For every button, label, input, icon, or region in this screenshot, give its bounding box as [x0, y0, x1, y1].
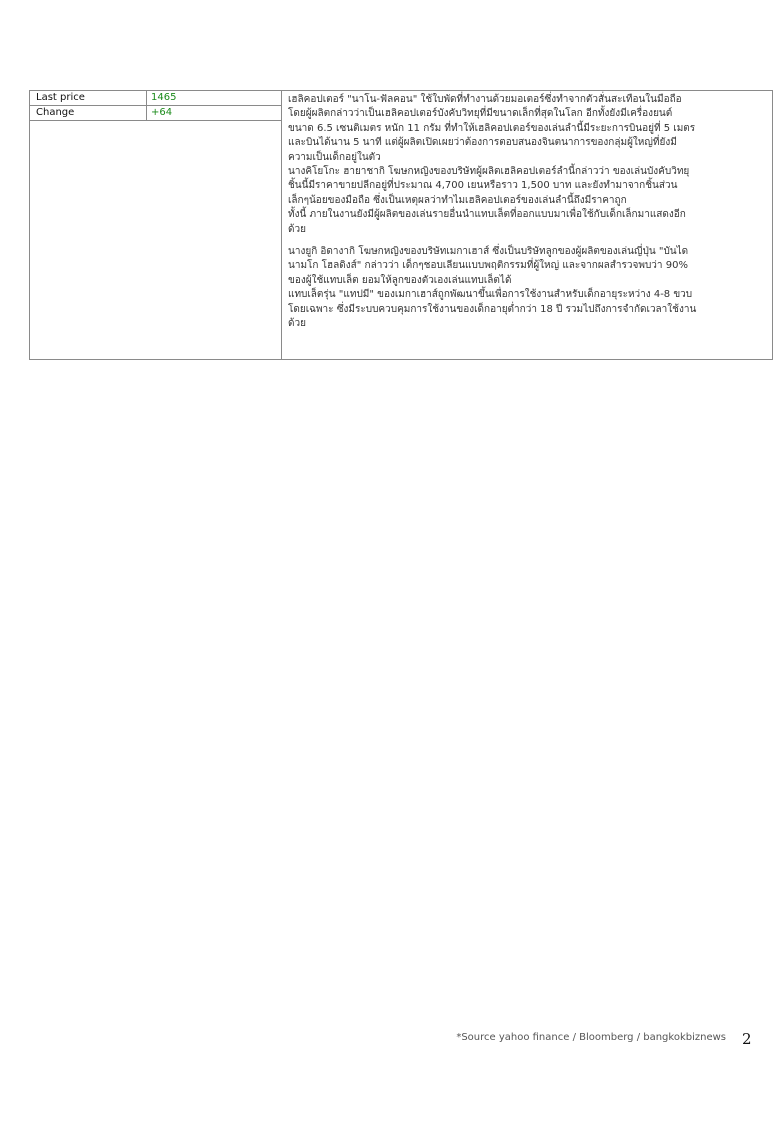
article-line: ความเป็นเด็กอยู่ในตัว: [288, 151, 381, 163]
article-line: เฮลิคอปเตอร์ "นาโน-ฟัลคอน" ใช้ใบพัดที่ทำงานด้วยมอเตอร์ซึ่งทำจากตัวสั่นสะเทือนในมือถือ: [288, 94, 682, 105]
article-line: โดยเฉพาะ ซึ่งมีระบบควบคุมการใช้งานของเด็กอายุต่ำกว่า 18 ปี รวมไปถึงการจำกัดเวลาใช้งาน: [288, 303, 697, 315]
article-line: เล็กๆน้อยของมือถือ ซึ่งเป็นเหตุผลว่าทำไมเฮลิคอปเตอร์ของเล่นลำนี้ถึงมีราคาถูก: [288, 194, 627, 206]
page-number: 2: [742, 1030, 752, 1048]
stat-value: 1465: [151, 92, 177, 103]
stat-label: Change: [36, 107, 75, 118]
stat-label: Last price: [36, 92, 85, 103]
source-footnote: *Source yahoo finance / Bloomberg / bangkokbiznews: [456, 1032, 726, 1043]
article-line: นามโก โฮลดิงส์" กล่าวว่า เด็กๆชอบเลียนแบบพฤติกรรมที่ผู้ใหญ่ และจากผลสำรวจพบว่า 90%: [288, 260, 688, 272]
article-line: นางยูกิ อิดางากิ โฆษกหญิงของบริษัทเมกาเฮาส์ ซึ่งเป็นบริษัทลูกของผู้ผลิตของเล่นญี่ปุ่น "บันได: [288, 246, 689, 258]
article-line: ขนาด 6.5 เซนติเมตร หนัก 11 กรัม ที่ทำให้เฮลิคอปเตอร์ของเล่นลำนี้มีระยะการบินอยู่ที่ 5 เมตร: [288, 122, 696, 134]
article-line: แทบเล็ตรุ่น "แทปมี" ของเมกาเฮาส์ถูกพัฒนาขึ้นเพื่อการใช้งานสำหรับเด็กอายุระหว่าง 4-8 ขวบ: [288, 289, 693, 301]
stat-value: +64: [151, 107, 173, 118]
article-line: และบินได้นาน 5 นาที แต่ผู้ผลิตเปิดเผยว่าต้องการตอบสนองจินตนาการของกลุ่มผู้ใหญ่ที่ยังมี: [288, 137, 677, 149]
article-line: ของผู้ใช้แทบเล็ต ยอมให้ลูกของตัวเองเล่นแทบเล็ตได้: [288, 274, 512, 286]
cell-divider: [146, 91, 147, 105]
article-text: [282, 91, 772, 332]
article-line: ด้วย: [288, 223, 306, 235]
article-line: โดยผู้ผลิตกล่าวว่าเป็นเฮลิคอปเตอร์บังคับวิทยุที่มีขนาดเล็กที่สุดในโลก อีกทั้งยังมีเครื่องยนต์: [288, 108, 673, 120]
article-line: ทั้งนี้ ภายในงานยังมีผู้ผลิตของเล่นรายอื่นนำแทบเล็ตที่ออกแบบมาเพื่อใช้กับเด็กเล็กมาแสดงอีก: [288, 209, 686, 221]
article-line: ชิ้นนี้มีราคาขายปลีกอยู่ที่ประมาณ 4,700 เยนหรือราว 1,500 บาท และยังทำมาจากชิ้นส่วน: [288, 180, 678, 192]
stat-row-last-price: [30, 91, 281, 106]
stock-news-table: [29, 90, 773, 360]
article-line: นางคิโยโกะ ฮายาชากิ โฆษกหญิงของบริษัทผู้ผลิตเฮลิคอปเตอร์ลำนี้กล่าวว่า ของเล่นบังคับวิทยุ: [288, 166, 690, 178]
article-line: ด้วย: [288, 318, 306, 330]
stat-row-change: [30, 106, 281, 121]
stats-column: [30, 91, 282, 359]
cell-divider: [146, 106, 147, 120]
paragraph-gap: [288, 237, 766, 245]
